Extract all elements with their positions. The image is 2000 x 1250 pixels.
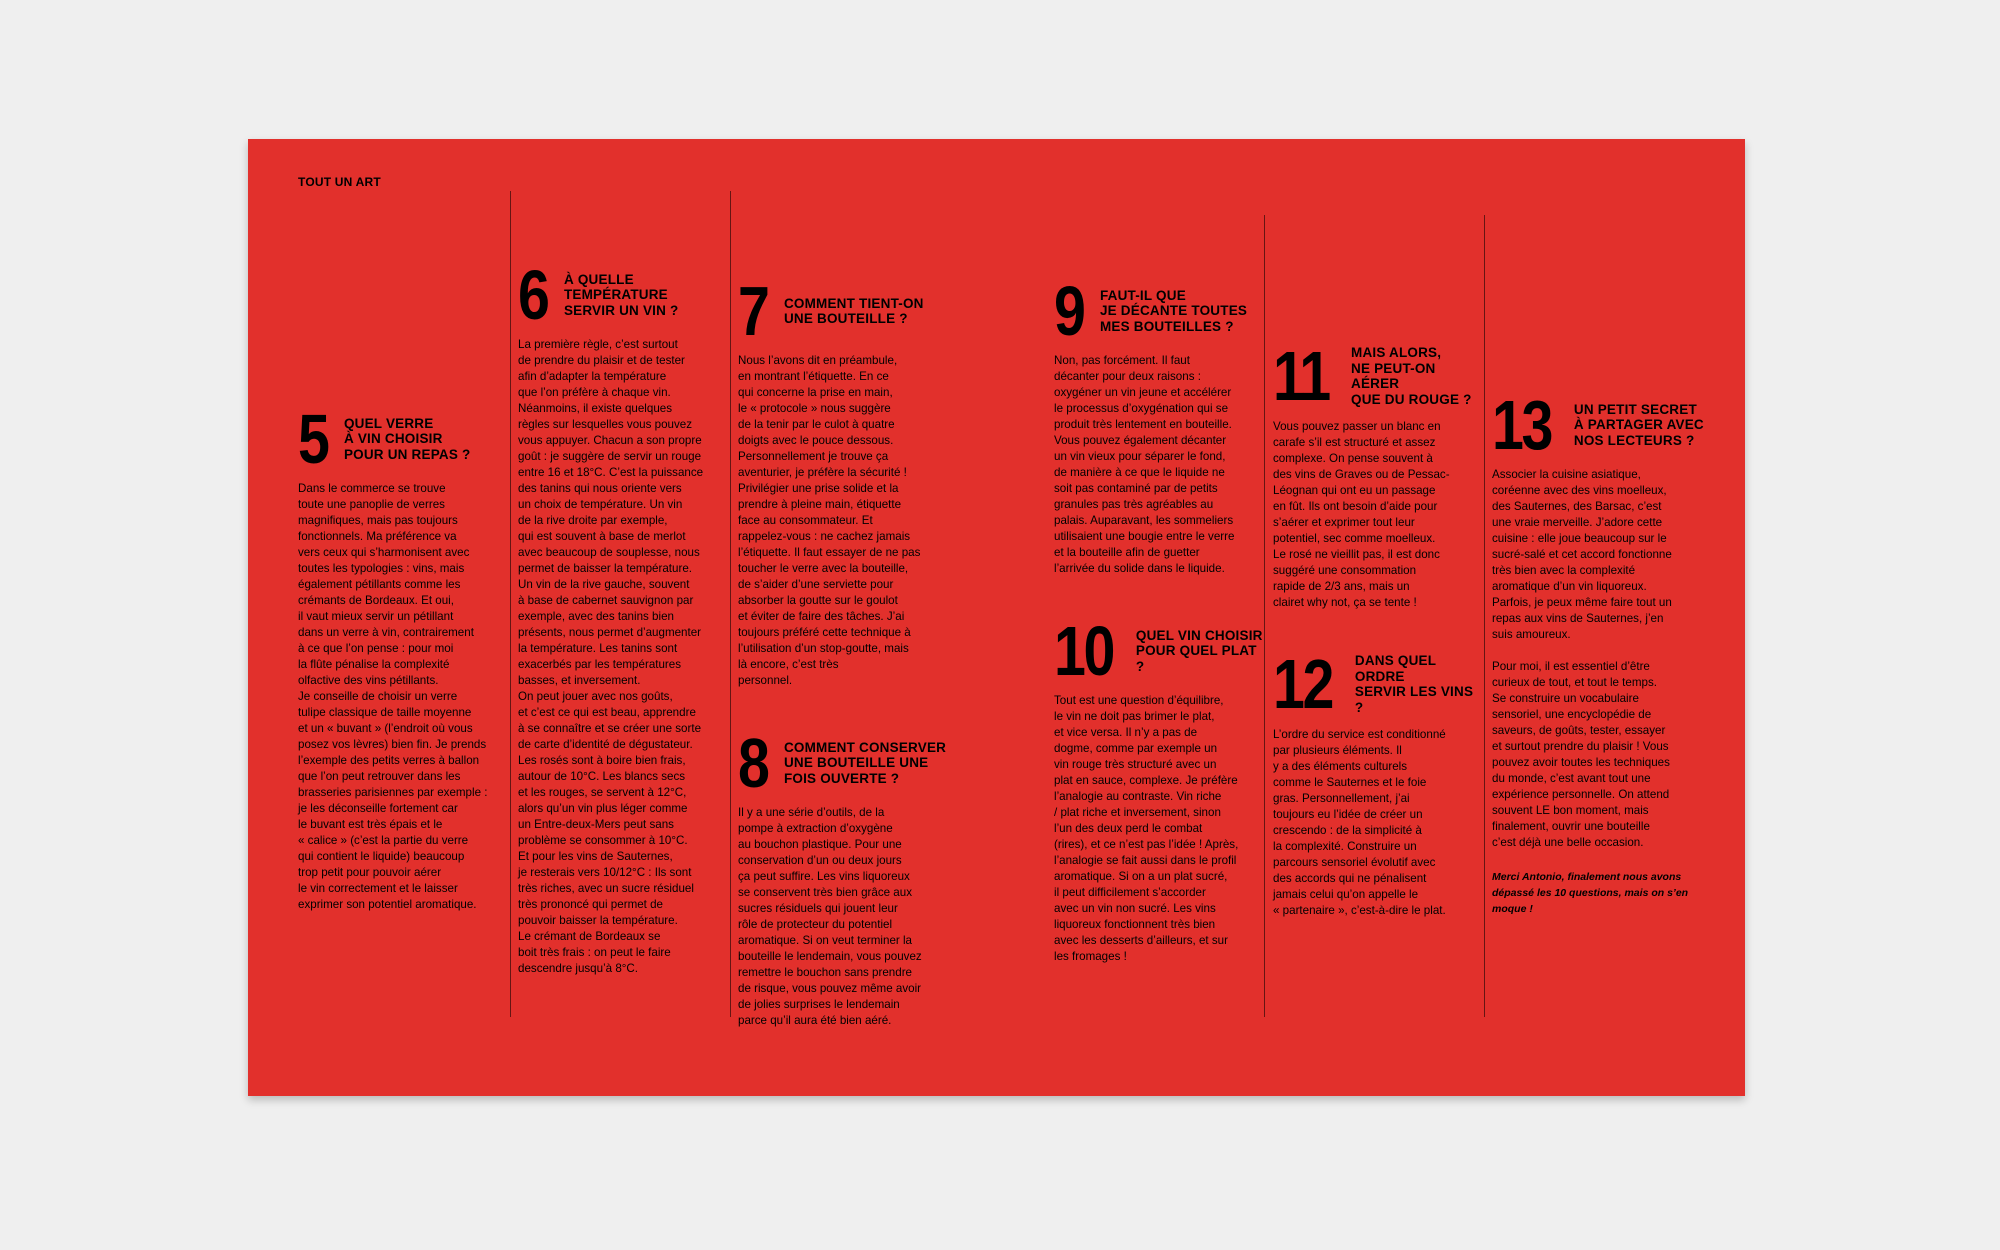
question-answer: Vous pouvez passer un blanc en carafe s’il est structuré et assez complexe. On pense souvent à des vins de Graves ou de Pessac- Léognan qui ont eu un passage en fût. Ils ont besoin d’aide pour s’aérer et exprimer tout leur potentiel, sec comme moelleux. Le rosé ne vieillit pas, il est donc suggéré une consommation rapide de 2/3 ans, mais un clairet why not, ça se tente ! [1273, 420, 1450, 609]
question-number: 13 [1492, 386, 1551, 464]
question-10 [1054, 612, 1264, 965]
question-6 [518, 256, 728, 977]
question-answer: Nous l’avons dit en préambule, en montrant l’étiquette. En ce qui concerne la prise en main, le « protocole » nous suggère de la tenir par le culot à quatre doigts avec le pouce dessous. Personnellement je trouve ça aventurier, je préfère la sécurité ! Privilégier une prise solide et la prendre à pleine main, étiquette face au consommateur. Et rappelez-vous : ne cachez jamais l’étiquette. Il faut essayer de ne pas toucher le verre avec la bouteille, de s’aider d’une serviette pour absorber la goutte sur le goulot et éviter de faire des tâches. J’ai toujours préféré cette technique à l’utilisation d’un stop-goutte, mais là encore, c’est très personnel. [738, 354, 921, 687]
question-number: 8 [738, 724, 768, 802]
question-title: MAIS ALORS, NE PEUT-ON AÉRER QUE DU ROUGE ? [1351, 345, 1472, 407]
question-title: À QUELLE TEMPÉRATURE SERVIR UN VIN ? [563, 271, 679, 318]
column-rule [730, 191, 731, 1017]
question-answer: Non, pas forcément. Il faut décanter pour deux raisons : oxygéner un vin jeune et accélérer le processus d’oxygénation qui se produit très lentement en bouteille. Vous pouvez également décanter un vin vieux pour séparer le fond, de manière à ce que le liquide ne soit pas contaminé par de petits granules pas très agréables au palais. Auparavant, les sommeliers utilisaient une bougie entre le verre et la bouteille afin de guetter l’arrivée du solide dans le liquide. [1054, 354, 1235, 575]
question-header [1273, 337, 1483, 415]
column-rule [1484, 215, 1485, 1017]
interview-signoff: Merci Antonio, finalement nous avons dépassé les 10 questions, mais on s’en moque ! [1492, 871, 1689, 915]
question-5 [298, 400, 503, 913]
question-7 [738, 272, 953, 689]
question-header [1054, 272, 1264, 350]
question-header [518, 256, 728, 334]
question-number: 5 [298, 400, 328, 478]
question-header [738, 272, 953, 350]
question-header [1273, 645, 1483, 723]
question-title: DANS QUEL ORDRE SERVIR LES VINS ? [1354, 653, 1474, 715]
question-13 [1492, 386, 1707, 917]
question-header [298, 400, 503, 478]
question-11 [1273, 337, 1483, 611]
question-title: QUEL VIN CHOISIR POUR QUEL PLAT ? [1135, 627, 1263, 674]
question-number: 6 [518, 256, 548, 334]
question-answer: L’ordre du service est conditionné par plusieurs éléments. Il y a des éléments culturels comme le Sauternes et le foie gras. Personnellement, j’ai toujours eu l’idée de créer un crescendo : de la simplicité à la complexité. Construire un parcours sensoriel évolutif avec des accords qui ne pénalisent jamais celui qu’on appelle le « partenaire », c’est-à-dire le plat. [1273, 728, 1446, 917]
question-title: UN PETIT SECRET À PARTAGER AVEC NOS LECTEURS ? [1573, 401, 1704, 448]
question-9 [1054, 272, 1264, 577]
question-number: 11 [1273, 337, 1329, 415]
question-8 [738, 724, 953, 1029]
question-number: 7 [738, 272, 768, 350]
question-answer: Associer la cuisine asiatique, coréenne avec des vins moelleux, des Sauternes, des Barsac, c’est une vraie merveille. J’adore cette cuisine : elle joue beaucoup sur le sucré-salé et cet accord fonctionne très bien avec la complexité aromatique d’un vin liquoreux. Parfois, je peux même faire tout un repas aux vins de Sauternes, j’en suis amoureux. [1492, 468, 1672, 641]
question-answer-continued: Pour moi, il est essentiel d’être curieux de tout, et tout le temps. Se construire un vocabulaire sensoriel, une encyclopédie de saveurs, de goûts, tester, essayer et surtout prendre du plaisir ! Vous pouvez avoir toutes les techniques du monde, c’est avant tout une expérience personnelle. On attend souvent LE bon moment, mais finalement, ouvrir une bouteille c’est déjà une belle occasion. [1492, 660, 1670, 849]
question-title: QUEL VERRE À VIN CHOISIR POUR UN REPAS ? [343, 415, 471, 462]
question-header [1492, 386, 1707, 464]
question-header [738, 724, 953, 802]
question-number: 9 [1054, 272, 1084, 350]
question-number: 10 [1054, 612, 1113, 690]
question-title: FAUT-IL QUE JE DÉCANTE TOUTES MES BOUTEILLES ? [1099, 287, 1248, 334]
question-answer: Il y a une série d’outils, de la pompe à extraction d’oxygène au bouchon plastique. Pour une conservation d’un ou deux jours ça peut suffire. Les vins liquoreux se conservent très bien grâce aux sucres résiduels qui jouent leur rôle de protecteur du potentiel aromatique. Si on veut terminer la bouteille le lendemain, vous pouvez remettre le bouchon sans prendre de risque, vous pouvez même avoir de jolies surprises le lendemain parce qu’il aura été bien aéré. [738, 806, 922, 1027]
magazine-spread [248, 139, 1745, 1096]
question-answer: Dans le commerce se trouve toute une panoplie de verres magnifiques, mais pas toujours fonctionnels. Ma préférence va vers ceux qui s’harmonisent avec toutes les typologies : vins, mais également pétillants comme les crémants de Bordeaux. Et oui, il vaut mieux servir un pétillant dans un verre à vin, contrairement à ce que l’on pense : pour moi la flûte pénalise la complexité olfactive des vins pétillants. Je conseille de choisir un verre tulipe classique de taille moyenne et un « buvant » (l’endroit où vous posez vos lèvres) bien fin. Je prends l’exemple des petits verres à ballon que l’on peut retrouver dans les brasseries parisiennes par exemple : je les déconseille fortement car le buvant est très épais et le « calice » (c’est la partie du verre qui contient le liquide) beaucoup trop petit pour pouvoir aérer le vin correctement et le laisser exprimer son potentiel aromatique. [298, 482, 488, 911]
question-number: 12 [1273, 645, 1332, 723]
paragraph-gap [1492, 643, 1707, 659]
question-answer: Tout est une question d’équilibre, le vin ne doit pas brimer le plat, et vice versa. Il n’y a pas de dogme, comme par exemple un vin rouge très structuré avec un plat en sauce, complexe. Je préfère l’analogie au contraste. Vin riche / plat riche et inversement, sinon l’un des deux perd le combat (rires), et ce n’est pas l’idée ! Après, l’analogie se fait aussi dans le profil aromatique. Si on a un plat sucré, il peut difficilement s’accorder avec un vin non sucré. Les vins liquoreux fonctionnent très bien avec les desserts d’ailleurs, et sur les fromages ! [1054, 694, 1239, 963]
question-title: COMMENT TIENT-ON UNE BOUTEILLE ? [783, 295, 924, 326]
question-title: COMMENT CONSERVER UNE BOUTEILLE UNE FOIS OUVERTE ? [783, 739, 947, 786]
column-rule [1264, 215, 1265, 1017]
question-12 [1273, 645, 1483, 919]
running-head: TOUT UN ART [298, 175, 381, 189]
question-header [1054, 612, 1264, 690]
question-answer: La première règle, c’est surtout de prendre du plaisir et de tester afin d’adapter la température que l’on préfère à chaque vin. Néanmoins, il existe quelques règles sur lesquelles vous pouvez vous appuyer. Chacun a son propre goût : je suggère de servir un rouge entre 16 et 18°C. C’est la puissance des tanins qui nous oriente vers un choix de température. Un vin de la rive droite par exemple, qui est souvent à base de merlot avec beaucoup de souplesse, nous permet de baisser la température. Un vin de la rive gauche, souvent à base de cabernet sauvignon par exemple, avec des tanins bien présents, nous permet d’augmenter la température. Les tanins sont exacerbés par les températures basses, et inversement. On peut jouer avec nos goûts, et c’est ce qui est beau, apprendre à se connaître et se créer une sorte de carte d’identité de dégustateur. Les rosés sont à boire bien frais, autour de 10°C. Les blancs secs et les rouges, se servent à 12°C, alors qu’un vin plus léger comme un Entre-deux-Mers peut sans problème se consommer à 10°C. Et pour les vins de Sauternes, je resterais vers 10/12°C : Ils sont très riches, avec un sucre résiduel très prononcé qui permet de pouvoir baisser la température. Le crémant de Bordeaux se boit très frais : on peut le faire descendre jusqu’à 8°C. [518, 338, 704, 975]
column-rule [510, 191, 511, 1017]
